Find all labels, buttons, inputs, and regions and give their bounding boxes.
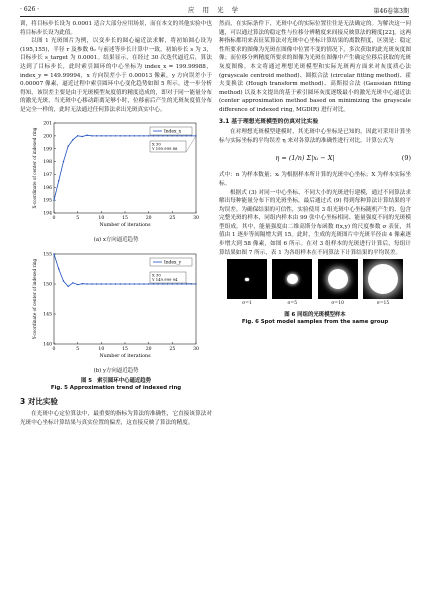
section-title: 3 对比实验 (20, 396, 58, 406)
x-tick-label: 25 (169, 346, 176, 352)
data-point (148, 283, 149, 284)
data-point (110, 283, 111, 284)
data-point (53, 253, 54, 254)
chart-caption-b: (b) y方向逼近趋势 (93, 367, 139, 374)
data-point (110, 135, 111, 136)
data-point (77, 283, 78, 284)
y-tick-label: 140 (43, 342, 52, 348)
data-point (77, 135, 78, 136)
data-point (124, 283, 125, 284)
data-point (157, 283, 158, 284)
data-point (181, 135, 182, 136)
datatip-leader (186, 135, 196, 151)
data-point (105, 135, 106, 136)
spot-sample (227, 259, 267, 309)
figure-caption-en (20, 385, 212, 392)
data-point (68, 145, 69, 146)
x-tick-label: 0 (52, 346, 56, 352)
data-point (53, 199, 54, 200)
figure6-caption-en: Fig. 6 Spot model samples from the same group (241, 318, 389, 325)
data-point (96, 283, 97, 284)
data-point (134, 283, 135, 284)
y-tick-label: 197 (43, 172, 52, 178)
data-point (176, 283, 177, 284)
data-point (63, 280, 64, 281)
x-tick-label: 30 (193, 215, 199, 221)
data-point (162, 135, 163, 136)
x-tick-label: 10 (98, 346, 105, 352)
spot-dot (245, 278, 248, 281)
data-point (82, 283, 83, 284)
x-tick-label: 15 (122, 215, 128, 221)
data-point (72, 282, 73, 283)
y-axis-label: X-coordinate of center of indexed ring (32, 127, 37, 208)
chart-caption-a: (a) x方向逼近趋势 (93, 236, 139, 243)
spot-image (363, 259, 403, 299)
subsection-title: 3.1 基于理想光斑模型的仿真对比实验 (219, 118, 319, 125)
y-tick-label: 150 (43, 282, 52, 288)
paragraph: 训，将目标步长设为 0.0001 适合大部分应用场景，而在本文的其他实验中也将目标步长设为此值。 (20, 21, 212, 36)
figure6-caption: 图 6 同组的光斑模型样本 (284, 311, 346, 318)
data-point (162, 283, 163, 284)
x-tick-label: 20 (145, 346, 152, 352)
chart-fig5a-svg (20, 117, 212, 237)
figure-title-cn: 索引圆环中心逼近趋势 (97, 377, 152, 384)
equation (219, 147, 411, 169)
datatip-y: Y 149.999 94 (152, 276, 178, 282)
page-number: · 626 · (20, 6, 40, 13)
plot-frame (54, 254, 196, 344)
y-tick-label: 200 (43, 133, 52, 139)
data-point (120, 283, 121, 284)
data-point (167, 135, 168, 136)
header-rule (20, 16, 409, 17)
data-point (139, 283, 140, 284)
spot-dot (287, 274, 297, 284)
data-point (96, 135, 97, 136)
spot-sample (318, 259, 358, 309)
spot-dot (328, 269, 348, 289)
paragraph: 在光斑中心定位算法中，最重要的指标为算法的准确性，它直接该算法对光斑中心坐标计算结果与真实位置的偏差，这直接反映了算法的精度。 (20, 411, 212, 426)
data-point (105, 283, 106, 284)
paragraph: 式中：n 为样本数量；xᵢ 为根据样本所计算的光斑中心坐标；X 为样本实际坐标。 (219, 172, 411, 187)
figure-title-en: Fig. 5 Approximation trend of indexed ring (50, 384, 182, 391)
data-point (157, 135, 158, 136)
legend-label: Index_x (164, 129, 182, 135)
data-point (181, 283, 182, 284)
data-point (91, 135, 92, 136)
x-tick-label: 5 (76, 215, 80, 221)
spot-label: σ=10 (331, 301, 344, 307)
data-point (139, 135, 140, 136)
paragraph: 根据式 (3) 对同一中心坐标、不同大小的光斑进行建模，通过不同算法求解出每种能量分布下的光斑坐标，最后通过式 (9) 得到每种算法计算结果的平均误差。为确保结果的可信性，实验使用 3 组光斑中心坐标随机产生的、包含完整光斑的样本，同组内样本由 99 张中心坐标相同、能量强度不同的光斑模型组成。其中，能量强度由二维高斯分布函数 f(x,y) 的尺度参数 σ 表征，其值由 1 逐步等间隔增大到 15。此时，生成的光斑图片中光斑半径由 4 像素逐步增大到 58 像素，如图 6 所示。在对 3 组样本的光斑进行计算后，每组计算结果如图 7 所示，表 1 为各组样本在不同算法下计算结果的平均误差。 (219, 189, 411, 256)
y-tick-label: 195 (43, 198, 52, 204)
y-tick-label: 194 (43, 211, 52, 217)
journal-name: 应 用 光 学 (187, 6, 242, 14)
y-tick-label: 198 (43, 159, 52, 165)
x-tick-label: 30 (193, 346, 199, 352)
data-point (68, 285, 69, 286)
chart-fig5a (20, 117, 212, 245)
data-point (186, 135, 187, 136)
data-point (115, 135, 116, 136)
volume-issue: 第46卷第3期 (373, 8, 409, 15)
equation-number: (9) (401, 154, 411, 163)
datatip-y: Y 199.999 88 (152, 145, 178, 151)
figure-caption (20, 378, 212, 385)
paragraph: 在对理想光斑模型建模时，其光斑中心坐标是已知的，因此可采用计算坐标与实际坐标的平均误差 η 来对各算法的准确性进行对比。计算公式为 (219, 129, 411, 144)
spot-image (318, 259, 358, 299)
data-point (82, 135, 83, 136)
chart-fig5b (20, 248, 212, 376)
data-point (148, 135, 149, 136)
data-point (176, 135, 177, 136)
x-tick-label: 5 (76, 346, 80, 352)
paragraph: 以图 1 光斑图片为例，以变步长的圆心遍近法求解，将初始圆心设为 (195,155)，半径 r 及参数 θ₀ 与前述等步长计算中一致，初始步长 s 为 3，目标步长 s_target 为 0.0001。结果显示，在经过 30 次迭代逼近后，算法达到了目标步长，此时索引圆环的中心坐标为 index_x = 199.99988，index_y = 149.99994，x 方向误差小于 0.00013 像素，y 方向误差小于 0.00007 像素，逼近过程中索引圆环中心变化趋势如图 5 所示。进一步分析得知，该误差主要是由于光斑模型灰度值的精度造成的，即对于同一能量分布的激光光斑，当光斑中心移动距离足够小时，位移前后产生的光斑灰度值分布是完全一样的，此时无法通过任何算法求出光斑真实中心。 (20, 38, 212, 113)
data-point (167, 283, 168, 284)
left-column (20, 20, 212, 427)
data-point (153, 283, 154, 284)
data-point (129, 283, 130, 284)
data-point (58, 268, 59, 269)
y-tick-label: 196 (43, 185, 52, 191)
paragraph: 然而，在实际条件下，光斑中心的实际位置往往是无法确定的。为解决这一问题，可以通过算法的稳定性与位移分辨精度来间接反映算法的精度[22]，这两种指标都用来表征某算法对光斑中心坐标计算结果的离散程度，区别是：稳定性所要求的图像为光斑在图像中位置不变的情况下，多次获取的此光斑灰度图像；而位移分辨精度所要求的图像为光斑在图像中产生确定位移后获取的光斑灰度图像。本文将通过理想光斑模型和实际光斑两方面来对灰度质心法 (grayscale centroid method)、圆拟合法 (circular fitting method)、霍夫变换法 (Hough transform method)、高斯拟合法 (Gaussian fitting method) 以及本文提出的基于索引圆环灰度逐级最小的激光光斑中心逼近法 (center approximation method based on minimizing the grayscale difference of indexed ring, MGDIR) 进行对比。 (219, 21, 411, 113)
x-tick-label: 0 (52, 215, 56, 221)
spot-label: σ=5 (287, 301, 298, 307)
x-tick-label: 15 (122, 346, 128, 352)
data-point (191, 135, 192, 136)
data-point (153, 135, 154, 136)
legend-label: Index_y (164, 260, 182, 266)
spot-sample (363, 259, 403, 309)
data-point (101, 135, 102, 136)
y-tick-label: 199 (43, 146, 52, 152)
data-point (186, 283, 187, 284)
data-point (115, 283, 116, 284)
data-point (172, 135, 173, 136)
data-point (134, 135, 135, 136)
spot-sample (272, 259, 312, 309)
data-point (63, 160, 64, 161)
x-tick-label: 10 (98, 215, 105, 221)
x-axis-label: Number of iterations (99, 353, 151, 359)
data-point (58, 180, 59, 181)
figure-label: 图 5 (80, 377, 92, 384)
data-point (172, 283, 173, 284)
spot-image (272, 259, 312, 299)
data-point (72, 139, 73, 140)
x-axis-label: Number of iterations (99, 222, 151, 228)
spot-label: σ=15 (376, 301, 390, 307)
y-tick-label: 155 (43, 252, 52, 258)
data-point (101, 283, 102, 284)
datatip-x: X 30 (152, 272, 161, 278)
right-column (219, 20, 411, 326)
data-point (120, 135, 121, 136)
data-point (143, 283, 144, 284)
spot-label: σ=1 (242, 301, 252, 307)
page-header (20, 4, 409, 16)
y-tick-label: 201 (43, 121, 52, 127)
data-point (86, 134, 87, 135)
datatip-x: X 30 (152, 141, 161, 147)
y-axis-label: Y-coordinate of center of indexed ring (32, 258, 37, 339)
spot-image (227, 259, 267, 299)
x-tick-label: 25 (169, 215, 176, 221)
data-point (124, 135, 125, 136)
chart-fig5b-svg (20, 248, 212, 368)
data-point (129, 135, 130, 136)
spot-samples (219, 259, 411, 309)
equation-body: η = (1/n) Σ|xᵢ − X| (275, 154, 335, 163)
data-point (91, 283, 92, 284)
data-point (143, 135, 144, 136)
y-tick-label: 145 (43, 312, 52, 318)
spot-dot (368, 264, 398, 294)
x-tick-label: 20 (145, 215, 152, 221)
data-point (86, 283, 87, 284)
